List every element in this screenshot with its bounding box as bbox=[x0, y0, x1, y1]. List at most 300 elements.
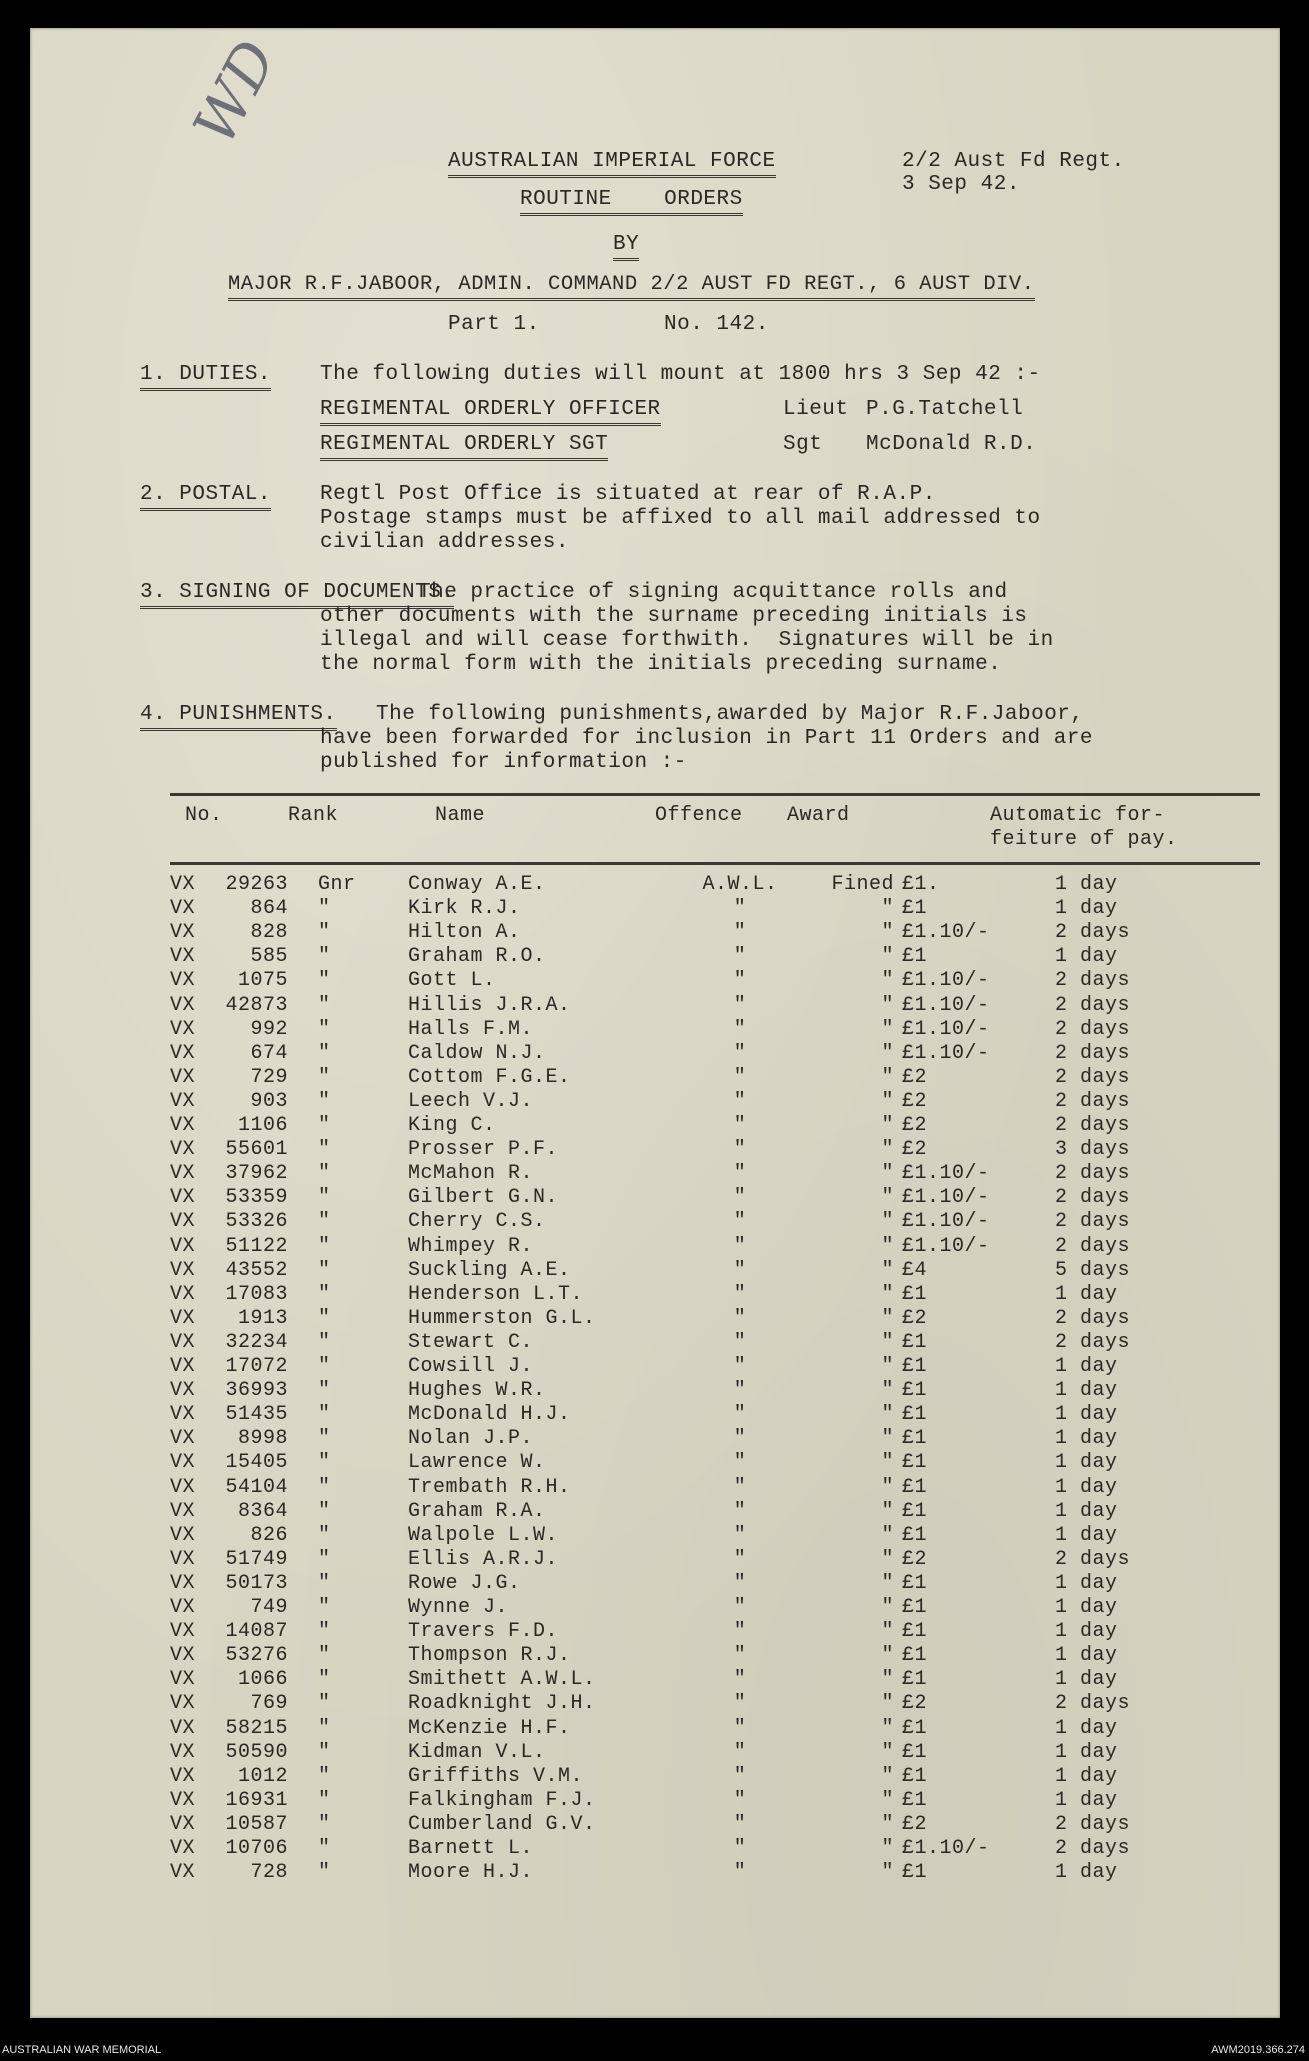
row-number: 1012 bbox=[237, 1764, 288, 1788]
commander-line: MAJOR R.F.JABOOR, ADMIN. COMMAND 2/2 AUST FD REGT., 6 AUST DIV. bbox=[228, 273, 1035, 301]
row-rank: " bbox=[318, 1644, 331, 1668]
row-rank: " bbox=[318, 1571, 331, 1595]
row-name: Hummerston G.L. bbox=[408, 1306, 596, 1330]
table-row bbox=[30, 1210, 1280, 1234]
row-award: " bbox=[881, 1282, 894, 1306]
row-offence: " bbox=[733, 1089, 747, 1113]
row-prefix: VX bbox=[170, 897, 196, 921]
row-rank: " bbox=[318, 1162, 331, 1186]
row-fine: £2 bbox=[902, 1812, 928, 1836]
row-prefix: VX bbox=[170, 921, 196, 945]
row-prefix: VX bbox=[170, 1692, 196, 1716]
row-forfeiture: 1 day bbox=[1055, 1379, 1118, 1403]
row-award: " bbox=[881, 993, 894, 1017]
row-name: Wynne J. bbox=[408, 1596, 509, 1619]
handwritten-annotation: WD bbox=[180, 29, 290, 155]
row-rank: " bbox=[318, 1282, 331, 1306]
row-name: Lawrence W. bbox=[408, 1451, 546, 1475]
row-rank: " bbox=[318, 1596, 331, 1619]
row-fine: £1.10/- bbox=[902, 993, 990, 1017]
row-award: " bbox=[881, 1427, 894, 1451]
row-rank: " bbox=[318, 1475, 331, 1499]
row-number: 769 bbox=[250, 1692, 288, 1716]
row-prefix: VX bbox=[170, 1620, 196, 1644]
row-offence: " bbox=[733, 1258, 747, 1282]
row-rank: " bbox=[318, 1138, 331, 1162]
row-number: 585 bbox=[250, 945, 288, 969]
row-award: " bbox=[881, 1089, 894, 1113]
row-forfeiture: 1 day bbox=[1055, 1740, 1118, 1764]
table-row bbox=[30, 1837, 1280, 1861]
table-row bbox=[30, 1331, 1280, 1355]
row-prefix: VX bbox=[170, 1596, 196, 1619]
row-offence: " bbox=[733, 1716, 747, 1740]
row-award: " bbox=[881, 1041, 894, 1065]
row-offence: " bbox=[733, 1403, 747, 1427]
row-fine: £4 bbox=[902, 1258, 928, 1282]
table-row bbox=[30, 1259, 1280, 1283]
row-fine: £1 bbox=[902, 1330, 928, 1354]
row-number: 53326 bbox=[225, 1210, 288, 1234]
row-prefix: VX bbox=[170, 1861, 196, 1885]
table-row bbox=[30, 1090, 1280, 1114]
table-row bbox=[30, 1355, 1280, 1379]
row-fine: £1 bbox=[902, 897, 928, 921]
row-fine: £1 bbox=[902, 1596, 928, 1619]
duty-name-officer: P.G.Tatchell bbox=[866, 398, 1024, 421]
duties-text: The following duties will mount at 1800 hrs 3 Sep 42 :- bbox=[320, 363, 1041, 386]
col-header-rank: Rank bbox=[288, 804, 339, 827]
postal-line-1: Regtl Post Office is situated at rear of R.A.P. bbox=[320, 483, 936, 506]
row-number: 1075 bbox=[237, 969, 288, 993]
row-fine: £1 bbox=[902, 1571, 928, 1595]
row-number: 826 bbox=[250, 1523, 288, 1547]
row-forfeiture: 1 day bbox=[1055, 1620, 1118, 1644]
row-offence: " bbox=[733, 1138, 747, 1162]
row-name: Prosser P.F. bbox=[408, 1138, 559, 1162]
row-award: " bbox=[881, 1812, 894, 1836]
row-name: Suckling A.E. bbox=[408, 1258, 571, 1282]
table-top-rule bbox=[170, 793, 1260, 796]
row-forfeiture: 2 days bbox=[1055, 1065, 1131, 1089]
row-fine: £1.10/- bbox=[902, 921, 990, 945]
row-award: " bbox=[881, 969, 894, 993]
row-forfeiture: 2 days bbox=[1055, 1306, 1131, 1330]
row-fine: £1.10/- bbox=[902, 1017, 990, 1041]
row-fine: £1. bbox=[902, 873, 940, 896]
row-forfeiture: 1 day bbox=[1055, 1571, 1118, 1595]
row-prefix: VX bbox=[170, 1547, 196, 1571]
signing-line-4: the normal form with the initials preceding surname. bbox=[320, 653, 1002, 676]
row-name: Walpole L.W. bbox=[408, 1523, 559, 1547]
row-prefix: VX bbox=[170, 1379, 196, 1403]
row-prefix: VX bbox=[170, 1114, 196, 1137]
table-row bbox=[30, 1596, 1280, 1620]
row-forfeiture: 1 day bbox=[1055, 1668, 1118, 1692]
row-offence: " bbox=[733, 1451, 747, 1475]
table-row bbox=[30, 1283, 1280, 1307]
row-name: Whimpey R. bbox=[408, 1234, 534, 1258]
row-fine: £1.10/- bbox=[902, 1210, 990, 1234]
part-label: Part 1. bbox=[448, 313, 540, 336]
row-rank: " bbox=[318, 1403, 331, 1427]
row-number: 36993 bbox=[225, 1379, 288, 1403]
row-award: " bbox=[881, 1162, 894, 1186]
row-name: Kirk R.J. bbox=[408, 897, 521, 921]
duty-name-sgt: McDonald R.D. bbox=[866, 433, 1037, 456]
table-row bbox=[30, 945, 1280, 969]
document-subtitle: ROUTINE ORDERS bbox=[520, 188, 743, 216]
row-offence: " bbox=[733, 1692, 747, 1716]
row-name: Hughes W.R. bbox=[408, 1379, 546, 1403]
row-number: 17083 bbox=[225, 1282, 288, 1306]
row-offence: " bbox=[733, 1837, 747, 1860]
row-forfeiture: 1 day bbox=[1055, 1596, 1118, 1619]
row-number: 50590 bbox=[225, 1740, 288, 1764]
row-award: " bbox=[881, 897, 894, 921]
row-number: 674 bbox=[250, 1041, 288, 1065]
col-header-forfeiture-1: Automatic for- bbox=[990, 804, 1166, 827]
row-fine: £2 bbox=[902, 1692, 928, 1716]
row-award: " bbox=[881, 1355, 894, 1378]
row-fine: £1.10/- bbox=[902, 1234, 990, 1258]
row-name: Conway A.E. bbox=[408, 873, 546, 896]
duty-role-sgt: REGIMENTAL ORDERLY SGT bbox=[320, 433, 608, 461]
row-forfeiture: 1 day bbox=[1055, 1475, 1118, 1499]
row-forfeiture: 1 day bbox=[1055, 1403, 1118, 1427]
row-offence: " bbox=[733, 1210, 747, 1234]
row-rank: " bbox=[318, 1427, 331, 1451]
row-offence: " bbox=[733, 1306, 747, 1330]
row-prefix: VX bbox=[170, 1089, 196, 1113]
row-forfeiture: 1 day bbox=[1055, 1451, 1118, 1475]
row-fine: £1 bbox=[902, 1379, 928, 1403]
row-fine: £1 bbox=[902, 1427, 928, 1451]
row-rank: " bbox=[318, 1547, 331, 1571]
row-number: 749 bbox=[250, 1596, 288, 1619]
row-name: Graham R.O. bbox=[408, 945, 546, 969]
row-number: 53276 bbox=[225, 1644, 288, 1668]
table-row bbox=[30, 1114, 1280, 1138]
row-award: " bbox=[881, 1114, 894, 1137]
row-number: 10587 bbox=[225, 1812, 288, 1836]
table-row bbox=[30, 1717, 1280, 1741]
row-award: " bbox=[881, 1716, 894, 1740]
row-number: 728 bbox=[250, 1861, 288, 1885]
row-fine: £2 bbox=[902, 1547, 928, 1571]
row-forfeiture: 1 day bbox=[1055, 1788, 1118, 1812]
row-name: McMahon R. bbox=[408, 1162, 534, 1186]
row-rank: " bbox=[318, 1668, 331, 1692]
document-title: AUSTRALIAN IMPERIAL FORCE bbox=[448, 150, 776, 178]
row-offence: " bbox=[733, 1475, 747, 1499]
row-award: " bbox=[881, 1668, 894, 1692]
row-award: Fined bbox=[831, 873, 894, 896]
row-offence: " bbox=[733, 1282, 747, 1306]
row-award: " bbox=[881, 1644, 894, 1668]
row-fine: £1 bbox=[902, 1644, 928, 1668]
row-rank: " bbox=[318, 1186, 331, 1210]
row-number: 51122 bbox=[225, 1234, 288, 1258]
row-offence: " bbox=[733, 1330, 747, 1354]
row-rank: " bbox=[318, 1451, 331, 1475]
row-award: " bbox=[881, 1210, 894, 1234]
row-award: " bbox=[881, 1306, 894, 1330]
table-row bbox=[30, 1379, 1280, 1403]
row-rank: " bbox=[318, 1210, 331, 1234]
row-fine: £2 bbox=[902, 1138, 928, 1162]
row-number: 1913 bbox=[237, 1306, 288, 1330]
table-row bbox=[30, 1307, 1280, 1331]
row-prefix: VX bbox=[170, 1258, 196, 1282]
by-label: BY bbox=[613, 233, 639, 261]
row-fine: £2 bbox=[902, 1306, 928, 1330]
row-name: Nolan J.P. bbox=[408, 1427, 534, 1451]
row-forfeiture: 1 day bbox=[1055, 945, 1118, 969]
table-row bbox=[30, 1186, 1280, 1210]
table-row bbox=[30, 1162, 1280, 1186]
table-row bbox=[30, 1789, 1280, 1813]
row-offence: " bbox=[733, 1186, 747, 1210]
row-forfeiture: 2 days bbox=[1055, 1114, 1131, 1137]
row-award: " bbox=[881, 1788, 894, 1812]
row-number: 864 bbox=[250, 897, 288, 921]
table-row bbox=[30, 1403, 1280, 1427]
row-forfeiture: 2 days bbox=[1055, 1017, 1131, 1041]
row-name: Halls F.M. bbox=[408, 1017, 534, 1041]
row-award: " bbox=[881, 1234, 894, 1258]
table-row bbox=[30, 1644, 1280, 1668]
row-number: 1066 bbox=[237, 1668, 288, 1692]
order-number: No. 142. bbox=[664, 313, 769, 336]
row-rank: " bbox=[318, 1089, 331, 1113]
row-number: 10706 bbox=[225, 1837, 288, 1860]
row-prefix: VX bbox=[170, 1017, 196, 1041]
unit-label: 2/2 Aust Fd Regt. bbox=[902, 150, 1125, 173]
row-fine: £1 bbox=[902, 1403, 928, 1427]
row-forfeiture: 2 days bbox=[1055, 1547, 1131, 1571]
row-prefix: VX bbox=[170, 969, 196, 993]
row-offence: " bbox=[733, 1523, 747, 1547]
row-rank: " bbox=[318, 921, 331, 945]
row-rank: " bbox=[318, 1306, 331, 1330]
row-award: " bbox=[881, 1523, 894, 1547]
row-prefix: VX bbox=[170, 1162, 196, 1186]
row-prefix: VX bbox=[170, 1306, 196, 1330]
row-name: Smithett A.W.L. bbox=[408, 1668, 596, 1692]
row-prefix: VX bbox=[170, 1716, 196, 1740]
row-number: 42873 bbox=[225, 993, 288, 1017]
table-row bbox=[30, 1500, 1280, 1524]
row-rank: " bbox=[318, 1740, 331, 1764]
row-number: 1106 bbox=[237, 1114, 288, 1137]
signing-heading: 3. SIGNING OF DOCUMENTS. bbox=[140, 581, 454, 609]
row-offence: " bbox=[733, 1740, 747, 1764]
row-prefix: VX bbox=[170, 945, 196, 969]
row-prefix: VX bbox=[170, 1330, 196, 1354]
row-rank: " bbox=[318, 1692, 331, 1716]
row-number: 828 bbox=[250, 921, 288, 945]
table-row bbox=[30, 1066, 1280, 1090]
row-prefix: VX bbox=[170, 1788, 196, 1812]
row-number: 53359 bbox=[225, 1186, 288, 1210]
row-offence: " bbox=[733, 1427, 747, 1451]
row-name: Kidman V.L. bbox=[408, 1740, 546, 1764]
col-header-forfeiture-2: feiture of pay. bbox=[990, 828, 1178, 851]
table-row bbox=[30, 1476, 1280, 1500]
row-award: " bbox=[881, 1186, 894, 1210]
row-forfeiture: 1 day bbox=[1055, 1861, 1118, 1885]
row-number: 903 bbox=[250, 1089, 288, 1113]
row-name: Thompson R.J. bbox=[408, 1644, 571, 1668]
row-fine: £2 bbox=[902, 1065, 928, 1089]
row-offence: " bbox=[733, 1620, 747, 1644]
row-offence: " bbox=[733, 993, 747, 1017]
row-prefix: VX bbox=[170, 1138, 196, 1162]
signing-line-3: illegal and will cease forthwith. Signatures will be in bbox=[320, 629, 1054, 652]
footer-accession-number: AWM2019.366.274 bbox=[1211, 2044, 1305, 2056]
row-award: " bbox=[881, 1620, 894, 1644]
row-forfeiture: 2 days bbox=[1055, 1162, 1131, 1186]
row-rank: " bbox=[318, 1114, 331, 1137]
row-name: Barnett L. bbox=[408, 1837, 534, 1860]
row-award: " bbox=[881, 921, 894, 945]
row-forfeiture: 1 day bbox=[1055, 1716, 1118, 1740]
row-fine: £1 bbox=[902, 1668, 928, 1692]
row-rank: " bbox=[318, 1379, 331, 1403]
row-rank: Gnr bbox=[318, 873, 356, 896]
row-prefix: VX bbox=[170, 1475, 196, 1499]
row-name: Rowe J.G. bbox=[408, 1571, 521, 1595]
row-fine: £1 bbox=[902, 1355, 928, 1378]
row-prefix: VX bbox=[170, 993, 196, 1017]
row-forfeiture: 1 day bbox=[1055, 897, 1118, 921]
row-rank: " bbox=[318, 1065, 331, 1089]
row-forfeiture: 2 days bbox=[1055, 1041, 1131, 1065]
row-fine: £1 bbox=[902, 1740, 928, 1764]
row-award: " bbox=[881, 1475, 894, 1499]
row-forfeiture: 1 day bbox=[1055, 1764, 1118, 1788]
table-row bbox=[30, 1741, 1280, 1765]
table-row bbox=[30, 1138, 1280, 1162]
row-prefix: VX bbox=[170, 1837, 196, 1860]
table-row bbox=[30, 873, 1280, 897]
punishments-line-1: The following punishments,awarded by Major R.F.Jaboor, bbox=[376, 703, 1084, 726]
row-forfeiture: 2 days bbox=[1055, 1837, 1131, 1860]
row-fine: £2 bbox=[902, 1089, 928, 1113]
row-fine: £1 bbox=[902, 1620, 928, 1644]
row-prefix: VX bbox=[170, 1764, 196, 1788]
postal-heading: 2. POSTAL. bbox=[140, 483, 271, 511]
row-offence: " bbox=[733, 1644, 747, 1668]
postal-line-2: Postage stamps must be affixed to all mail addressed to bbox=[320, 507, 1041, 530]
row-forfeiture: 1 day bbox=[1055, 1427, 1118, 1451]
row-award: " bbox=[881, 1571, 894, 1595]
row-prefix: VX bbox=[170, 1812, 196, 1836]
row-number: 51749 bbox=[225, 1547, 288, 1571]
row-prefix: VX bbox=[170, 1234, 196, 1258]
duty-rank-sgt: Sgt bbox=[783, 433, 823, 456]
row-offence: " bbox=[733, 897, 747, 921]
row-rank: " bbox=[318, 969, 331, 993]
punishments-heading: 4. PUNISHMENTS. bbox=[140, 703, 337, 731]
row-name: Ellis A.R.J. bbox=[408, 1547, 559, 1571]
row-fine: £1 bbox=[902, 1282, 928, 1306]
row-number: 37962 bbox=[225, 1162, 288, 1186]
row-offence: " bbox=[733, 921, 747, 945]
footer-source: AUSTRALIAN WAR MEMORIAL bbox=[2, 2044, 162, 2056]
row-rank: " bbox=[318, 1258, 331, 1282]
row-offence: " bbox=[733, 1861, 747, 1885]
row-rank: " bbox=[318, 1523, 331, 1547]
row-forfeiture: 2 days bbox=[1055, 1186, 1131, 1210]
row-rank: " bbox=[318, 1041, 331, 1065]
row-prefix: VX bbox=[170, 873, 196, 896]
row-name: Moore H.J. bbox=[408, 1861, 534, 1885]
row-fine: £1 bbox=[902, 1764, 928, 1788]
row-rank: " bbox=[318, 1234, 331, 1258]
row-prefix: VX bbox=[170, 1451, 196, 1475]
row-name: Graham R.A. bbox=[408, 1499, 546, 1523]
row-award: " bbox=[881, 1692, 894, 1716]
row-number: 54104 bbox=[225, 1475, 288, 1499]
row-fine: £1.10/- bbox=[902, 1162, 990, 1186]
row-fine: £1 bbox=[902, 1861, 928, 1885]
table-row bbox=[30, 1765, 1280, 1789]
row-forfeiture: 1 day bbox=[1055, 1282, 1118, 1306]
row-rank: " bbox=[318, 897, 331, 921]
row-offence: " bbox=[733, 945, 747, 969]
row-award: " bbox=[881, 1837, 894, 1860]
row-name: Cottom F.G.E. bbox=[408, 1065, 571, 1089]
row-rank: " bbox=[318, 1716, 331, 1740]
signing-line-2: other documents with the surname preceding initials is bbox=[320, 605, 1028, 628]
row-fine: £1 bbox=[902, 1523, 928, 1547]
row-number: 32234 bbox=[225, 1330, 288, 1354]
row-rank: " bbox=[318, 1330, 331, 1354]
row-rank: " bbox=[318, 1861, 331, 1885]
row-award: " bbox=[881, 1379, 894, 1403]
row-name: Hillis J.R.A. bbox=[408, 993, 571, 1017]
row-number: 8998 bbox=[237, 1427, 288, 1451]
row-number: 992 bbox=[250, 1017, 288, 1041]
row-offence: " bbox=[733, 1499, 747, 1523]
table-row bbox=[30, 1572, 1280, 1596]
row-forfeiture: 2 days bbox=[1055, 1210, 1131, 1234]
table-header-rule bbox=[170, 862, 1260, 865]
row-offence: " bbox=[733, 1041, 747, 1065]
row-award: " bbox=[881, 1499, 894, 1523]
row-prefix: VX bbox=[170, 1740, 196, 1764]
col-header-offence: Offence bbox=[655, 804, 743, 827]
table-row bbox=[30, 1427, 1280, 1451]
duty-role-officer: REGIMENTAL ORDERLY OFFICER bbox=[320, 398, 661, 426]
row-rank: " bbox=[318, 945, 331, 969]
row-offence: " bbox=[733, 1379, 747, 1403]
duty-rank-officer: Lieut bbox=[783, 398, 849, 421]
row-fine: £1 bbox=[902, 1499, 928, 1523]
row-prefix: VX bbox=[170, 1210, 196, 1234]
row-name: McDonald H.J. bbox=[408, 1403, 571, 1427]
row-rank: " bbox=[318, 1017, 331, 1041]
row-number: 8364 bbox=[237, 1499, 288, 1523]
row-forfeiture: 2 days bbox=[1055, 1330, 1131, 1354]
row-award: " bbox=[881, 1403, 894, 1427]
row-rank: " bbox=[318, 1812, 331, 1836]
row-fine: £1 bbox=[902, 945, 928, 969]
row-rank: " bbox=[318, 1837, 331, 1860]
row-name: Roadknight J.H. bbox=[408, 1692, 596, 1716]
